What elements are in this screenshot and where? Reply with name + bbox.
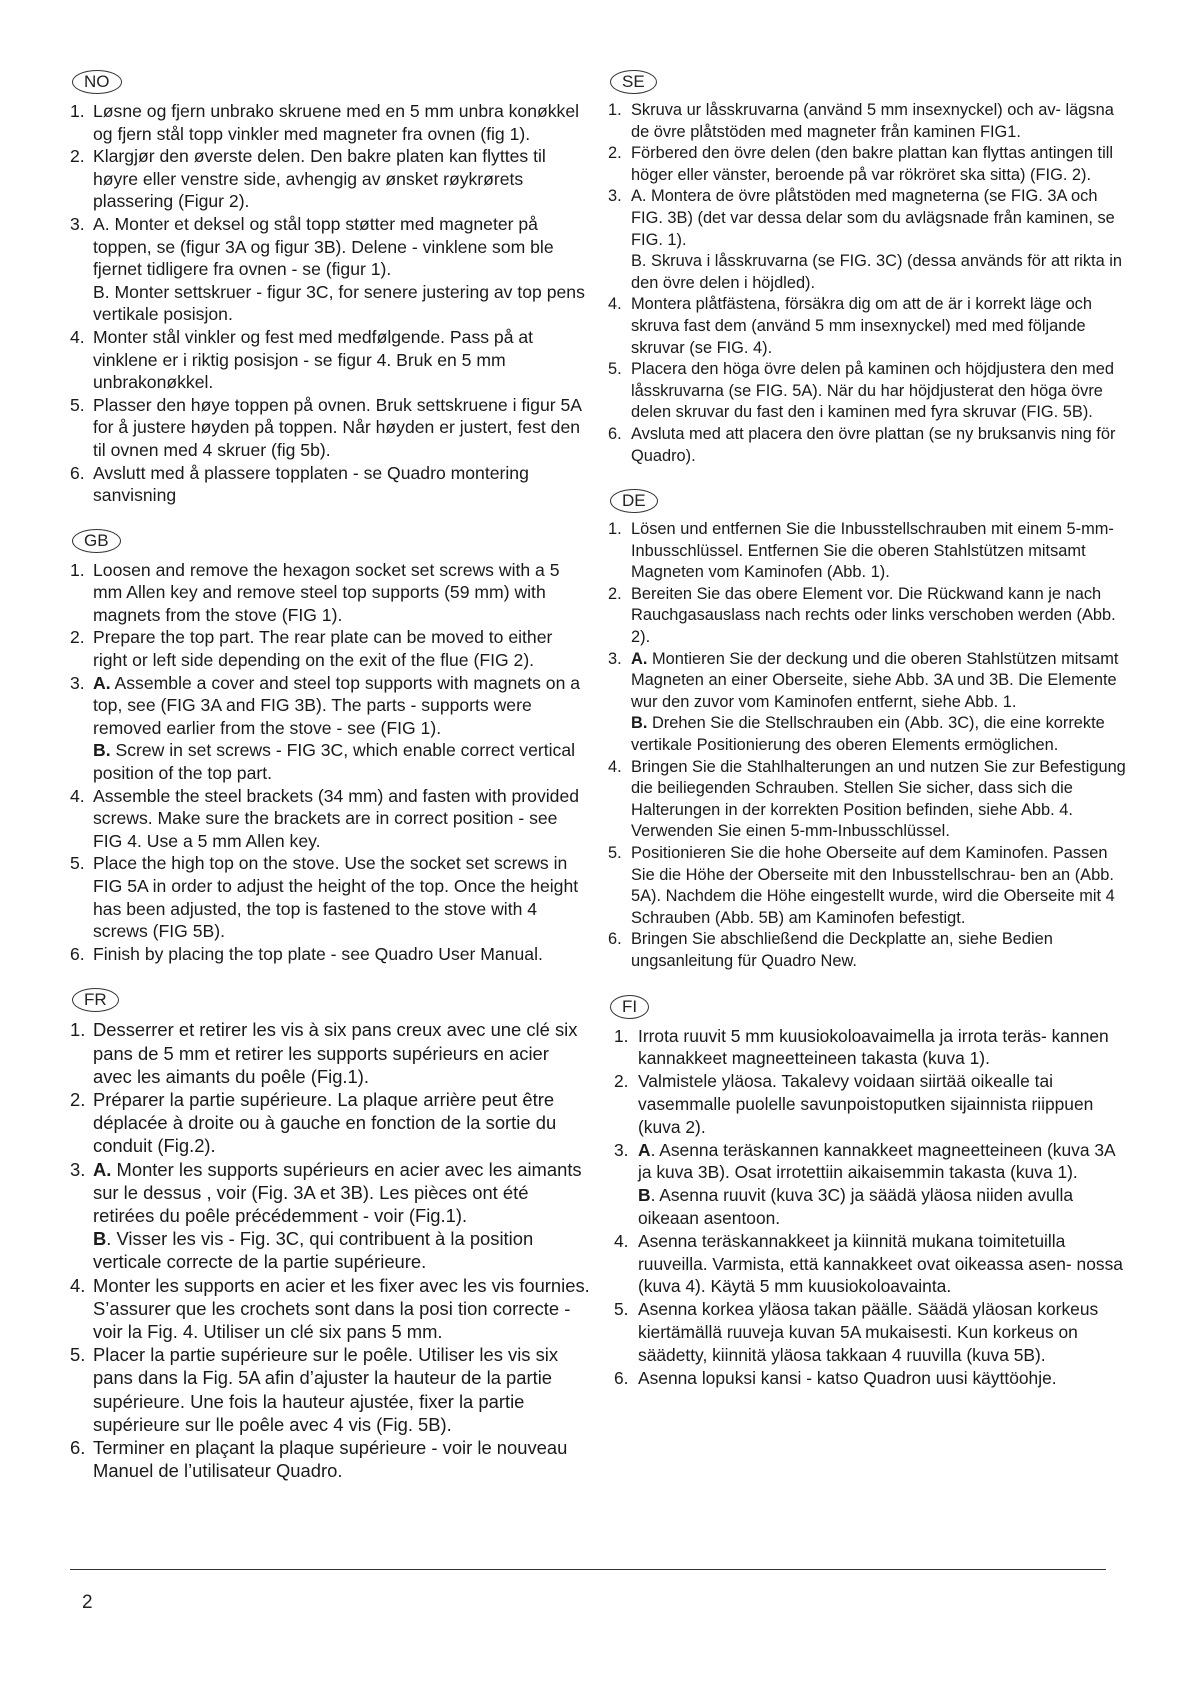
language-badge-de: DE — [610, 489, 658, 513]
left-column — [70, 70, 590, 1504]
list-item: 3. A. Montieren Sie der deckung und die oberen Stahlstützen mitsamt Magneten an einer Oberseite, siehe Abb. 3A und 3B. Die Elemente wur den zuvor vom Kaminofen entfernt, siehe Abb. 1. B. Drehen Sie die Stellschrauben ein (Abb. 3C), die eine korrekte vertikale Positionierung des oberen Elements ermöglichen. — [608, 649, 1119, 755]
language-badge-se: SE — [610, 70, 657, 94]
list-item: 1. Løsne og fjern unbrako skruene med en 5 mm unbra konøkkel og fjern stål topp vinkler med magneter fra ovnen (fig 1). — [70, 101, 580, 144]
list-item: 4. Assemble the steel brackets (34 mm) and fasten with provided screws. Make sure the brackets are in correct position - see FIG 4. Use a 5 mm Allen key. — [70, 785, 580, 851]
list-item: 5. Placer la partie supérieure sur le poêle. Utiliser les vis six pans dans la Fig. 5A afin d’ajuster la hauteur de la partie supérieure. Une fois la hauteur ajustée, fixer la partie supérieure sur lle poêle avec 4 vis (Fig. 5B). — [70, 1344, 559, 1435]
list-item: 2. Bereiten Sie das obere Element vor. Die Rückwand kann je nach Rauchgasauslass nach rechts oder links verschoben werden (Abb. 2). — [608, 584, 1116, 647]
page-number: 2 — [82, 1592, 93, 1613]
list-item: 1. Loosen and remove the hexagon socket set screws with a 5 mm Allen key and remove steel top supports (59 mm) with magnets from the stove (FIG 1). — [70, 559, 560, 625]
list-item: 1. Desserrer et retirer les vis à six pans creux avec une clé six pans de 5 mm et retirer les supports supérieurs en acier avec les aimants du poêle (Fig.1). — [70, 1019, 578, 1087]
instruction-list-no — [70, 100, 590, 507]
list-item: 3. A. Monter les supports supérieurs en acier avec les aimants sur le dessus , voir (Fig. 3A et 3B). Les pièces ont été retirées du poêle précédemment - voir (Fig.1). B. Visser les vis - Fig. 3C, qui contribuent à la position verticale correcte de la partie supérieure. — [70, 1158, 582, 1273]
list-item: 2. Förbered den övre delen (den bakre plattan kan flyttas antingen till höger eller vänster, beroende på var rökröret ska sitta) (FIG. 2). — [608, 144, 1114, 184]
list-item: 5. Place the high top on the stove. Use the socket set screws in FIG 5A in order to adjust the height of the top. Once the height has been adjusted, the top is fastened to the stove with 4 screws (FIG 5B). — [70, 853, 579, 942]
footer-divider — [70, 1569, 1106, 1570]
list-item: 6. Avslutt med å plassere topplaten - se Quadro montering sanvisning — [70, 462, 529, 506]
list-item: 2. Valmistele yläosa. Takalevy voidaan siirtää oikealle tai vasemmalle puolelle savunpoistoputken sijainnista riippuen (kuva 2). — [614, 1071, 1094, 1137]
list-item: 5. Placera den höga övre delen på kaminen och höjdjustera den med låsskruvarna (se FIG. 5A). När du har höjdjusterat den höga övre delen skruvar du fast den i kaminen med fyra skruvar (FIG. 5B). — [608, 360, 1114, 422]
section-de — [608, 489, 1128, 972]
list-item: 3. A. Asenna teräskannen kannakkeet magneetteineen (kuva 3A ja kuva 3B). Osat irrotettiin aikaisemmin takasta (kuva 1). B. Asenna ruuvit (kuva 3C) ja säädä yläosa niiden avulla oikeaan asentoon. — [614, 1139, 1115, 1228]
list-item: 5. Plasser den høye toppen på ovnen. Bruk settskruene i figur 5A for å justere høyden på toppen. Når høyden er justert, fest den til ovnen med 4 skruer (fig 5b). — [70, 394, 582, 460]
language-badge-fr: FR — [72, 988, 119, 1012]
list-item: 4. Monter stål vinkler og fest med medfølgende. Pass på at vinklene er i riktig posisjon - se figur 4. Bruk en 5 mm unbrakonøkkel. — [70, 326, 534, 393]
list-item: 6. Terminer en plaçant la plaque supérieure - voir le nouveau Manuel de l’utilisateur Quadro. — [70, 1437, 568, 1482]
section-fi — [608, 995, 1128, 1390]
list-item: 5. Positionieren Sie die hohe Oberseite auf dem Kaminofen. Passen Sie die Höhe der Oberseite mit den Inbusstellschrau- ben an (Abb. 5A). Nachdem die Höhe eingestellt wurde, wird die Oberseite mit 4 Schrauben (Abb. 5B) am Kaminofen befestigt. — [608, 844, 1115, 927]
list-item: 3. A. Montera de övre plåtstöden med magneterna (se FIG. 3A och FIG. 3B) (det var dessa delar som du avlägsnade från kaminen, se FIG. 1). B. Skruva i låsskruvarna (se FIG. 3C) (dessa används för att rikta in den övre delen i höjdled). — [608, 187, 1122, 292]
section-se — [608, 70, 1128, 467]
instruction-list-de — [608, 519, 1128, 972]
language-badge-no: NO — [72, 70, 122, 94]
list-item: 3. A. Monter et deksel og stål topp støtter med magneter på toppen, se (figur 3A og figur 3B). Delene - vinklene som ble fjernet tidligere fra ovnen - se (figur 1). B. Monter settskruer - figur 3C, for senere justering av top pens vertikale posisjon. — [70, 213, 585, 325]
list-item: 4. Montera plåtfästena, försäkra dig om att de är i korrekt läge och skruva fast dem (använd 5 mm insexnyckel) med med följande skruvar (se FIG. 4). — [608, 295, 1092, 357]
list-item: 6. Finish by placing the top plate - see Quadro User Manual. — [70, 943, 543, 964]
section-gb — [70, 529, 590, 966]
instruction-list-fr — [70, 1018, 590, 1482]
list-item: 3. A. Assemble a cover and steel top supports with magnets on a top, see (FIG 3A and FIG 3B). The parts - supports were removed earlier from the stove - see (FIG 1). B. Screw in set screws - FIG 3C, which enable correct vertical position of the top part. — [70, 672, 581, 784]
list-item: 2. Prepare the top part. The rear plate can be moved to either right or left side depending on the exit of the flue (FIG 2). — [70, 627, 553, 671]
list-item: 6. Avsluta med att placera den övre plattan (se ny bruksanvis ning för Quadro). — [608, 424, 1116, 465]
instruction-list-fi — [608, 1025, 1128, 1390]
list-item: 2. Klargjør den øverste delen. Den bakre platen kan flyttes til høyre eller venstre side, avhengig av ønsket røykrørets plassering (Figur 2). — [70, 146, 546, 212]
instruction-list-gb — [70, 559, 590, 966]
list-item: 2. Préparer la partie supérieure. La plaque arrière peut être déplacée à droite ou à gauche en fonction de la sortie du conduit (Fig.2). — [70, 1088, 557, 1157]
section-fr — [70, 987, 590, 1482]
right-column — [608, 70, 1128, 1411]
instruction-list-se — [608, 100, 1128, 467]
list-item: 1. Irrota ruuvit 5 mm kuusiokoloavaimella ja irrota teräs- kannen kannakkeet magneetteineen takasta (kuva 1). — [614, 1025, 1109, 1069]
list-item: 1. Skruva ur låsskruvarna (använd 5 mm insexnyckel) och av- lägsna de övre plåtstöden med magneter från kaminen FIG1. — [608, 101, 1114, 141]
language-badge-fi: FI — [610, 995, 649, 1019]
list-item: 1. Lösen und entfernen Sie die Inbusstellschrauben mit einem 5-mm-Inbusschlüssel. Entfernen Sie die oberen Stahlstützen mitsamt Magneten vom Kaminofen (Abb. 1). — [608, 520, 1114, 582]
list-item: 6. Bringen Sie abschließend die Deckplatte an, siehe Bedien ungsanleitung für Quadro New. — [608, 930, 1053, 970]
list-item: 4. Monter les supports en acier et les fixer avec les vis fournies. S’assurer que les crochets sont dans la posi tion correcte - voir la Fig. 4. Utiliser un clé six pans 5 mm. — [70, 1274, 590, 1343]
language-badge-gb: GB — [72, 529, 121, 553]
list-item: 4. Bringen Sie die Stahlhalterungen an und nutzen Sie zur Befestigung die beiliegenden Schrauben. Stellen Sie sicher, dass sich die Halterungen in der korrekten Position befinden, siehe Abb. 4. Verwenden Sie einen 5-mm-Inbusschlüssel. — [608, 757, 1126, 841]
list-item: 6. Asenna lopuksi kansi - katso Quadron uusi käyttöohje. — [614, 1367, 1057, 1388]
section-no — [70, 70, 590, 507]
list-item: 5. Asenna korkea yläosa takan päälle. Säädä yläosan korkeus kiertämällä ruuveja kuvan 5A mukaisesti. Kun korkeus on säädetty, kiinnitä yläosa takkaan 4 ruuvilla (kuva 5B). — [614, 1299, 1099, 1365]
list-item: 4. Asenna teräskannakkeet ja kiinnitä mukana toimitetuilla ruuveilla. Varmista, että kannakkeet ovat oikeassa asen- nossa (kuva 4). Käytä 5 mm kuusiokoloavainta. — [614, 1230, 1123, 1297]
